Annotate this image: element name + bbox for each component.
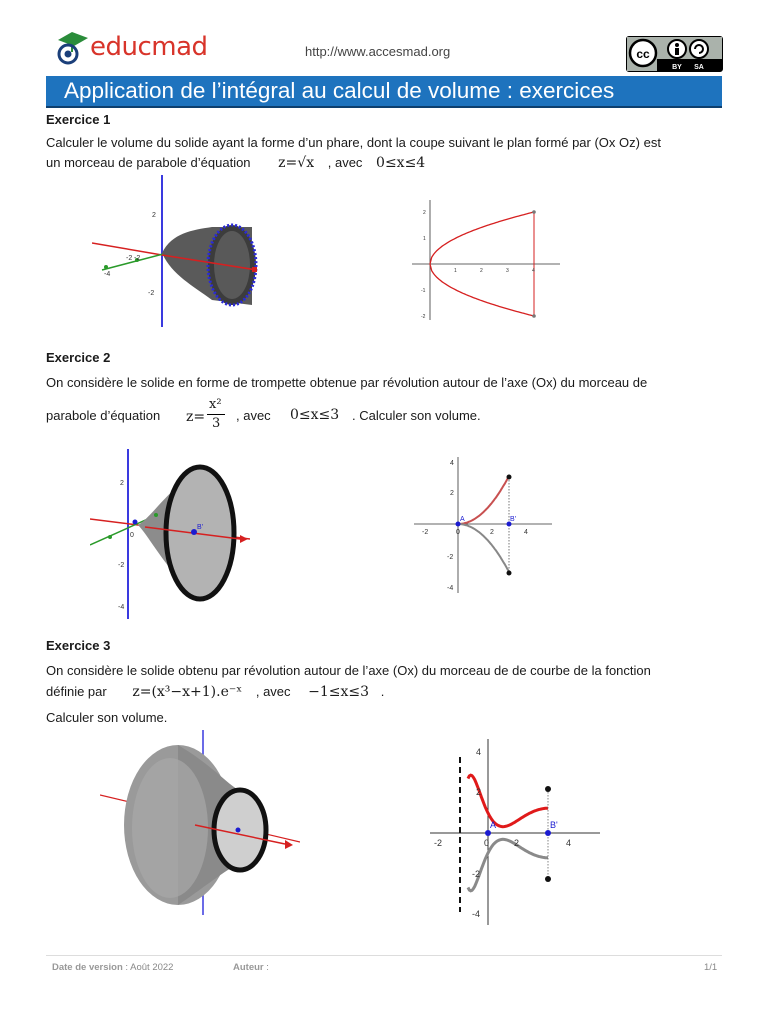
- ex3-point-b: B': [550, 820, 558, 830]
- exercise-2-fraction-bar: [207, 414, 225, 415]
- ex1-3d-tick-neg4: -4: [104, 271, 111, 278]
- footer-author-label: Auteur: [233, 962, 264, 973]
- ex1-ytick-neg2: -2: [421, 314, 426, 320]
- ex1-xtick-1: 1: [454, 268, 457, 274]
- ex2-xtick-neg2: -2: [422, 529, 429, 536]
- logo: [52, 28, 212, 68]
- ex1-3d-tick-neg2b: -2: [126, 255, 133, 262]
- title-bar: [46, 76, 722, 108]
- ex2-3d-tick-neg2: -2: [118, 562, 125, 569]
- ex2-3d-point-b: B': [197, 524, 204, 531]
- ex2-3d-tick-0: 0: [130, 532, 134, 539]
- ex3-ytick-neg4: -4: [472, 909, 481, 919]
- exercise-2-avec: , avec: [236, 408, 271, 423]
- ex3-ytick-2: 2: [476, 787, 482, 797]
- ex2-ytick-4: 4: [450, 460, 454, 467]
- ex2-ytick-neg2: -2: [447, 554, 454, 561]
- ex2-xtick-0: 0: [456, 529, 460, 536]
- page-title: Application de l’intégral au calcul de volume : exercices: [64, 78, 615, 103]
- cc-license-badge[interactable]: [626, 36, 723, 72]
- exercise-1-avec: , avec: [327, 155, 363, 170]
- ex2-point-b: B': [510, 516, 517, 523]
- ex3-xtick-2: 2: [514, 838, 520, 848]
- exercise-2-eq-num: x²: [209, 397, 222, 412]
- exercise-2-line2-prefix: parabole d’équation: [46, 408, 161, 423]
- exercise-3-line1: On considère le solide obtenu par révolution autour de l’axe (Ox) du morceau de de courbe de la fonction: [46, 663, 651, 678]
- exercise-1-2d-graph: [412, 198, 562, 323]
- ex2-point-a: A: [460, 516, 465, 523]
- exercise-2-2d-graph: [414, 455, 554, 595]
- ex2-3d-tick-neg4: -4: [118, 604, 125, 611]
- ex2-xtick-4: 4: [524, 529, 528, 536]
- exercise-3-equation: z=(x³−x+1).e⁻ˣ: [132, 684, 243, 700]
- educmad-logo-icon: [52, 28, 94, 66]
- footer-author: [233, 962, 269, 973]
- exercise-2-suffix: . Calculer son volume.: [352, 408, 481, 423]
- exercise-2-range: 0≤x≤3: [290, 407, 340, 423]
- exercise-2-line1: On considère le solide en forme de trompette obtenue par révolution autour de l’axe (Ox) du morceau de: [46, 375, 648, 390]
- exercise-1-range: 0≤x≤4: [376, 155, 426, 171]
- footer-author-value: :: [266, 962, 269, 973]
- ex1-xtick-4: 4: [532, 268, 535, 274]
- footer-page-number: 1/1: [704, 962, 718, 973]
- exercise-3-heading: Exercice 3: [46, 638, 111, 653]
- ex1-ytick-neg1: -1: [421, 288, 426, 294]
- ex2-ytick-neg4: -4: [447, 585, 454, 592]
- ex2-ytick-2: 2: [450, 490, 454, 497]
- cc-license-icon: [627, 37, 722, 71]
- ex3-xtick-0: 0: [484, 838, 490, 848]
- cc-text: cc: [636, 47, 650, 61]
- exercise-2-3d-figure: [90, 447, 250, 622]
- cc-by-text: BY: [672, 64, 682, 71]
- ex3-ytick-4: 4: [476, 747, 482, 757]
- ex3-xtick-4: 4: [566, 838, 572, 848]
- exercise-1-3d-figure: [92, 175, 292, 330]
- logo-text: educmad: [90, 32, 208, 62]
- ex1-xtick-2: 2: [480, 268, 483, 274]
- footer-divider: [46, 955, 722, 956]
- ex3-ytick-neg2: -2: [472, 869, 481, 879]
- ex3-xtick-neg2: -2: [434, 838, 443, 848]
- ex3-point-a: A: [490, 820, 497, 830]
- ex1-3d-tick-2: 2: [152, 212, 156, 219]
- ex2-3d-tick-2: 2: [120, 480, 124, 487]
- exercise-1-heading: Exercice 1: [46, 112, 111, 127]
- exercise-3-range: −1≤x≤3: [308, 684, 370, 700]
- exercise-2-heading: Exercice 2: [46, 350, 111, 365]
- exercise-3-3d-figure: [100, 730, 300, 920]
- ex1-ytick-2: 2: [423, 210, 426, 216]
- exercise-3-line3: Calculer son volume.: [46, 710, 168, 725]
- exercise-3-avec: , avec: [255, 684, 291, 699]
- exercise-3-line2: [46, 681, 384, 703]
- site-url[interactable]: http://www.accesmad.org: [305, 44, 451, 59]
- ex1-xtick-3: 3: [506, 268, 509, 274]
- footer-date-label: Date de version: [52, 962, 123, 973]
- exercise-1-equation: z=√x: [278, 155, 315, 171]
- footer-date: [52, 962, 173, 973]
- exercise-3-period: .: [380, 684, 385, 699]
- exercise-1-line2-prefix: un morceau de parabole d’équation: [46, 155, 251, 170]
- ex2-xtick-2: 2: [490, 529, 494, 536]
- exercise-3-2d-graph: [428, 737, 603, 927]
- ex1-3d-tick-neg2: -2: [148, 290, 155, 297]
- footer-date-value: : Août 2022: [125, 962, 174, 973]
- exercise-2-eq-z: z=: [186, 409, 206, 425]
- exercise-2-eq-den: 3: [212, 416, 221, 431]
- exercise-1-line1: Calculer le volume du solide ayant la forme d’un phare, dont la coupe suivant le plan formé par (Ox Oz) est: [46, 135, 661, 150]
- cc-sa-text: SA: [694, 64, 704, 71]
- exercise-1-line2: [46, 152, 425, 174]
- ex1-3d-tick-neg2c: -2: [134, 255, 141, 262]
- exercise-3-line2-prefix: définie par: [46, 684, 107, 699]
- ex1-ytick-1: 1: [423, 236, 426, 242]
